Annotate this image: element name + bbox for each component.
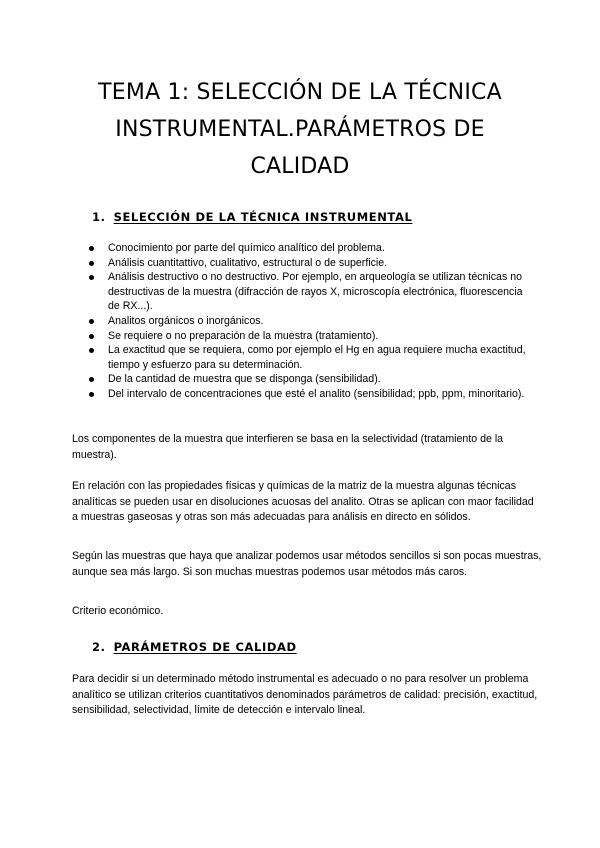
bullet-item: Se requiere o no preparación de la muestra (tratamiento). [88, 329, 528, 344]
bullet-item: Análisis cuantitattivo, cualitativo, estructural o de superficie. [88, 256, 528, 271]
section-heading-parametros [92, 640, 297, 654]
section-number: 2. [92, 640, 106, 654]
bullet-item: Conocimiento por parte del químico analítico del problema. [88, 241, 528, 256]
section-heading-text: SELECCIÓN DE LA TÉCNICA INSTRUMENTAL [113, 210, 413, 224]
body-paragraph: Según las muestras que haya que analizar podemos usar métodos sencillos si son pocas muestras, aunque sea más largo. Si son muchas muestras podemos usar métodos más caros. [72, 550, 542, 578]
bullet-item: Del intervalo de concentraciones que esté el analito (sensibilidad; ppb, ppm, minoritario). [88, 387, 528, 402]
title-line: CALIDAD [250, 154, 350, 179]
section-number: 1. [92, 210, 106, 224]
section-heading-seleccion [92, 210, 412, 224]
criteria-bullet-list [88, 241, 528, 402]
document-title [40, 74, 560, 185]
bullet-item: La exactitud que se requiera, como por ejemplo el Hg en agua requiere mucha exactitud, tiempo y esfuerzo para su determinación. [88, 343, 528, 372]
body-paragraph: Para decidir si un determinado método instrumental es adecuado o no para resolver un problema analítico se utilizan criterios cuantitativos denominados parámetros de calidad: precisión, exactitud, sensibilidad, selectividad, límite de detección e intervalo lineal. [72, 673, 538, 716]
body-paragraph: Los componentes de la muestra que interfieren se basa en la selectividad (tratamiento de la muestra). [72, 433, 504, 461]
title-line: INSTRUMENTAL.PARÁMETROS DE [115, 117, 485, 142]
bullet-item: De la cantidad de muestra que se disponga (sensibilidad). [88, 372, 528, 387]
section-heading-text: PARÁMETROS DE CALIDAD [113, 640, 297, 654]
title-line: TEMA 1: SELECCIÓN DE LA TÉCNICA [98, 80, 502, 105]
bullet-item: Analitos orgánicos o inorgánicos. [88, 314, 528, 329]
bullet-item: Análisis destructivo o no destructivo. Por ejemplo, en arqueología se utilizan técnicas no destructivas de la muestra (difracción de rayos X, microscopía electrónica, fluorescencia de RX...). [88, 270, 528, 314]
body-paragraph: Criterio económico. [72, 605, 164, 617]
body-paragraph: En relación con las propiedades físicas y químicas de la matriz de la muestra algunas técnicas analíticas se pueden usar en disoluciones acuosas del analito. Otras se aplican con maor facilidad a muestras gaseosas y otras son más adecuadas para análisis en directo en sólidos. [72, 480, 534, 523]
